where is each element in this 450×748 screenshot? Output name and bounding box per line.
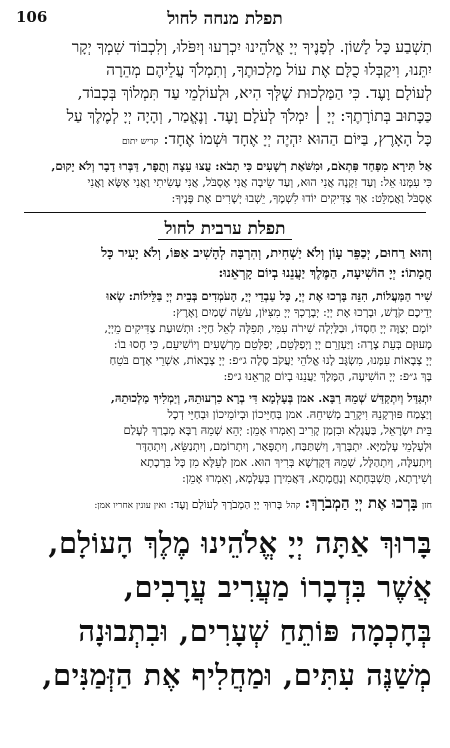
text-line: יִתְגַּדַּל וְיִתְקַדַּשׁ שְׁמֵהּ רַבָּא. אמן בְּעָלְמָא דִּי בְרָא כִרְעוּתֵהּ, וְיַמְלִיךְ מַלְכוּתֵהּ, (110, 391, 432, 405)
barchu-note: ואין עונין אחריו אמן: (94, 501, 167, 511)
section-divider (24, 212, 426, 213)
text-line: מָעוּזָּם בְּעֵת צָרָה: וַיַּעְזְרֵם יְיָ וַיְפַלְּטֵם, יְפַלְּטֵם מֵרְשָׁעִים וְיוֹשִׁיעֵם, כִּי חָסוּ בוֹ: (113, 337, 432, 351)
barchu-response: בָּרוּךְ יְיָ הַמְבֹרָךְ לְעוֹלָם וָעֶד: (170, 498, 283, 511)
shir-hamaalot-paragraph (18, 288, 432, 384)
section-title-text: תפלת ערבית לחול (158, 219, 291, 240)
large-text-line: בָּרוּךְ אַתָּה יְיָ אֱלֹהֵינוּ מֶלֶךְ הָעוֹלָם, (48, 526, 432, 560)
text-line: יִתֵּנוּ, וִיקַבְּלוּ כֻלָּם אֶת עוֹל מַלְכוּתֶךָ, וְתִמְלֹךְ עֲלֵיהֶם מְהֵרָה (106, 61, 432, 79)
small-text-line: אֶסְבֹּל וַאֲמַלֵּט: אַךְ צַדִּיקִים יוֹדוּ לִשְׁמֶךָ, יֵשְׁבוּ יְשָׁרִים אֶת פָּנֶיךָ: (171, 191, 432, 205)
barchu-text: בָּרְכוּ אֶת יְיָ הַמְבֹרָךְ: (304, 494, 418, 512)
text-line: תִשְׁבַע כָּל לָשׁוֹן. לְפָנֶיךָ יְיָ אֱלֹהֵינוּ יִכְרְעוּ וְיִפֹּלוּ, וְלִכְבוֹד שִׁמְךָ יְקָר (71, 38, 432, 56)
small-text-line: אַל תִּירָא מִפַּחַד פִּתְאֹם, וּמִשֹּׁאַת רְשָׁעִים כִּי תָבֹא: עֻצוּ עֵצָה וְתֻפָר, דַּבְּרוּ דָבָר וְלֹא יָקוּם, (51, 159, 432, 173)
text-line: וּלְעָלְמֵי עָלְמַיָּא. יִתְבָּרַךְ, וְיִשְׁתַּבַּח, וְיִתְפָּאַר, וְיִתְרוֹמַם, וְיִתְנַשֵּׂא, וְיִתְהַדָּר (135, 439, 432, 453)
half-kaddish-paragraph (18, 390, 432, 486)
text-line: וְשִׁירָתָא, תֻּשְׁבְּחָתָא וְנֶחֱמָתָא, דַּאֲמִירָן בְּעָלְמָא, וְאִמְרוּ אָמֵן: (182, 471, 432, 485)
vehu-rachum-paragraph (18, 244, 432, 284)
small-text-line: כִּי עִמָּנוּ אֵל: וְעַד זִקְנָה אֲנִי הוּא, וְעַד שֵׂיבָה אֲנִי אֶסְבֹּל, אֲנִי עָשִׂיתִי וַאֲנִי אֶשָּׂא וַאֲנִי (87, 175, 432, 189)
text-line: וְיִתְעַלֶּה, וְיִתְהַלָּל, שְׁמֵהּ דְּקֻדְשָׁא בְּרִיךְ הוּא. אמן לְעֵלָּא מִן כָּל בִּרְכָתָא (140, 455, 432, 469)
maariv-aravim-blessing (18, 521, 432, 697)
large-text-line: אֲשֶׁר בִּדְבָרוֹ מַעֲרִיב עֲרָבִים, (123, 570, 432, 604)
chazan-label: חזן (421, 501, 432, 511)
text-line: יוֹמָם יְצַוֶּה יְיָ חַסְדּוֹ, וּבַלַּיְלָה שִׁירֹה עִמִּי, תְּפִלָּה לְאֵל חַיָּי: וּתְשׁוּעַת צַדִּיקִים מֵיְיָ, (104, 321, 432, 335)
kaddish-note: קדיש יתום (121, 137, 159, 147)
large-text-line: בְּחָכְמָה פּוֹתֵחַ שְׁעָרִים, וּבִתְבוּנָה (78, 614, 432, 648)
barchu-line (18, 492, 432, 517)
aleinu-conclusion (18, 36, 432, 154)
kahal-label: קהל (286, 501, 301, 511)
page-number: 106 (16, 8, 48, 26)
text-line (18, 128, 432, 154)
text-line: וְיַצְמַח פּוּרְקָנֵהּ וִיקָרֵב מְשִׁיחֵהּ. אמן בְּחַיֵּיכוֹן וּבְיוֹמֵיכוֹן וּבְחַיֵּי דְכָל (167, 407, 432, 421)
running-header-title: תפלת מנחה לחול (167, 9, 283, 29)
text-line: יְדֵיכֶם קֹדֶשׁ, וּבָרְכוּ אֶת יְיָ: יְבָרֶכְךָ יְיָ מִצִּיּוֹן, עֹשֵׂה שָׁמַיִם וָאָרֶץ: (172, 305, 432, 319)
text-line: בֵּית יִשְׂרָאֵל, בַּעֲגָלָא וּבִזְמַן קָרִיב וְאִמְרוּ אָמֵן: יְהֵא שְׁמֵהּ רַבָּא מְבָרַךְ לְעָלַם (123, 423, 432, 437)
large-text-line: מְשַׁנֶּה עִתִּים, וּמַחֲלִיף אֶת הַזְּמַנִּים, (42, 658, 432, 692)
text-line: חֲמָתוֹ: יְיָ הוֹשִׁיעָה, הַמֶּלֶךְ יַעֲנֵנוּ בְיוֹם קָרְאֵנוּ: (218, 266, 432, 281)
text-line: שִׁיר הַמַּעֲלוֹת, הִנֵּה בָּרְכוּ אֶת יְיָ, כָּל עַבְדֵי יְיָ, הָעֹמְדִים בְּבֵית יְיָ בַּלֵּילוֹת: שְׂאוּ (106, 289, 432, 303)
text-line: בָּךְ ג״פ: יְיָ הוֹשִׁיעָה, הַמֶּלֶךְ יַעֲנֵנוּ בְיוֹם קָרְאֵנוּ ג״פ: (223, 369, 432, 383)
text-line: יְיָ צְבָאוֹת עִמָּנוּ, מִשְׂגָּב לָנוּ אֱלֹהֵי יַעֲקֹב סֶלָה ג״פ: יְיָ צְבָאוֹת, אַשְׁרֵי אָדָם בֹּטֵחַ (109, 353, 432, 367)
text-line: כַּכָּתוּב בְּתוֹרָתֶךָ: יְיָ ׀ יִמְלֹךְ לְעֹלָם וָעֶד. וְנֶאֱמַר, וְהָיָה יְיָ לְמֶלֶךְ עַל (66, 107, 432, 125)
text-segment: כָּל הָאָרֶץ, בַּיּוֹם הַהוּא יִהְיֶה יְיָ אֶחָד וּשְׁמוֹ אֶחָד: (163, 130, 432, 148)
text-line: וְהוּא רַחוּם, יְכַפֵּר עָוֹן וְלֹא יַשְׁחִית, וְהִרְבָּה לְהָשִׁיב אַפּוֹ, וְלֹא יָעִיר כָּל (101, 246, 432, 261)
text-line: לְעוֹלָם וָעֶד. כִּי הַמַּלְכוּת שֶׁלְּךָ הִיא, וּלְעוֹלְמֵי עַד תִּמְלוֹךְ בְּכָבוֹד, (77, 84, 432, 102)
al-tira-paragraph (18, 158, 432, 206)
section-title (18, 219, 432, 240)
